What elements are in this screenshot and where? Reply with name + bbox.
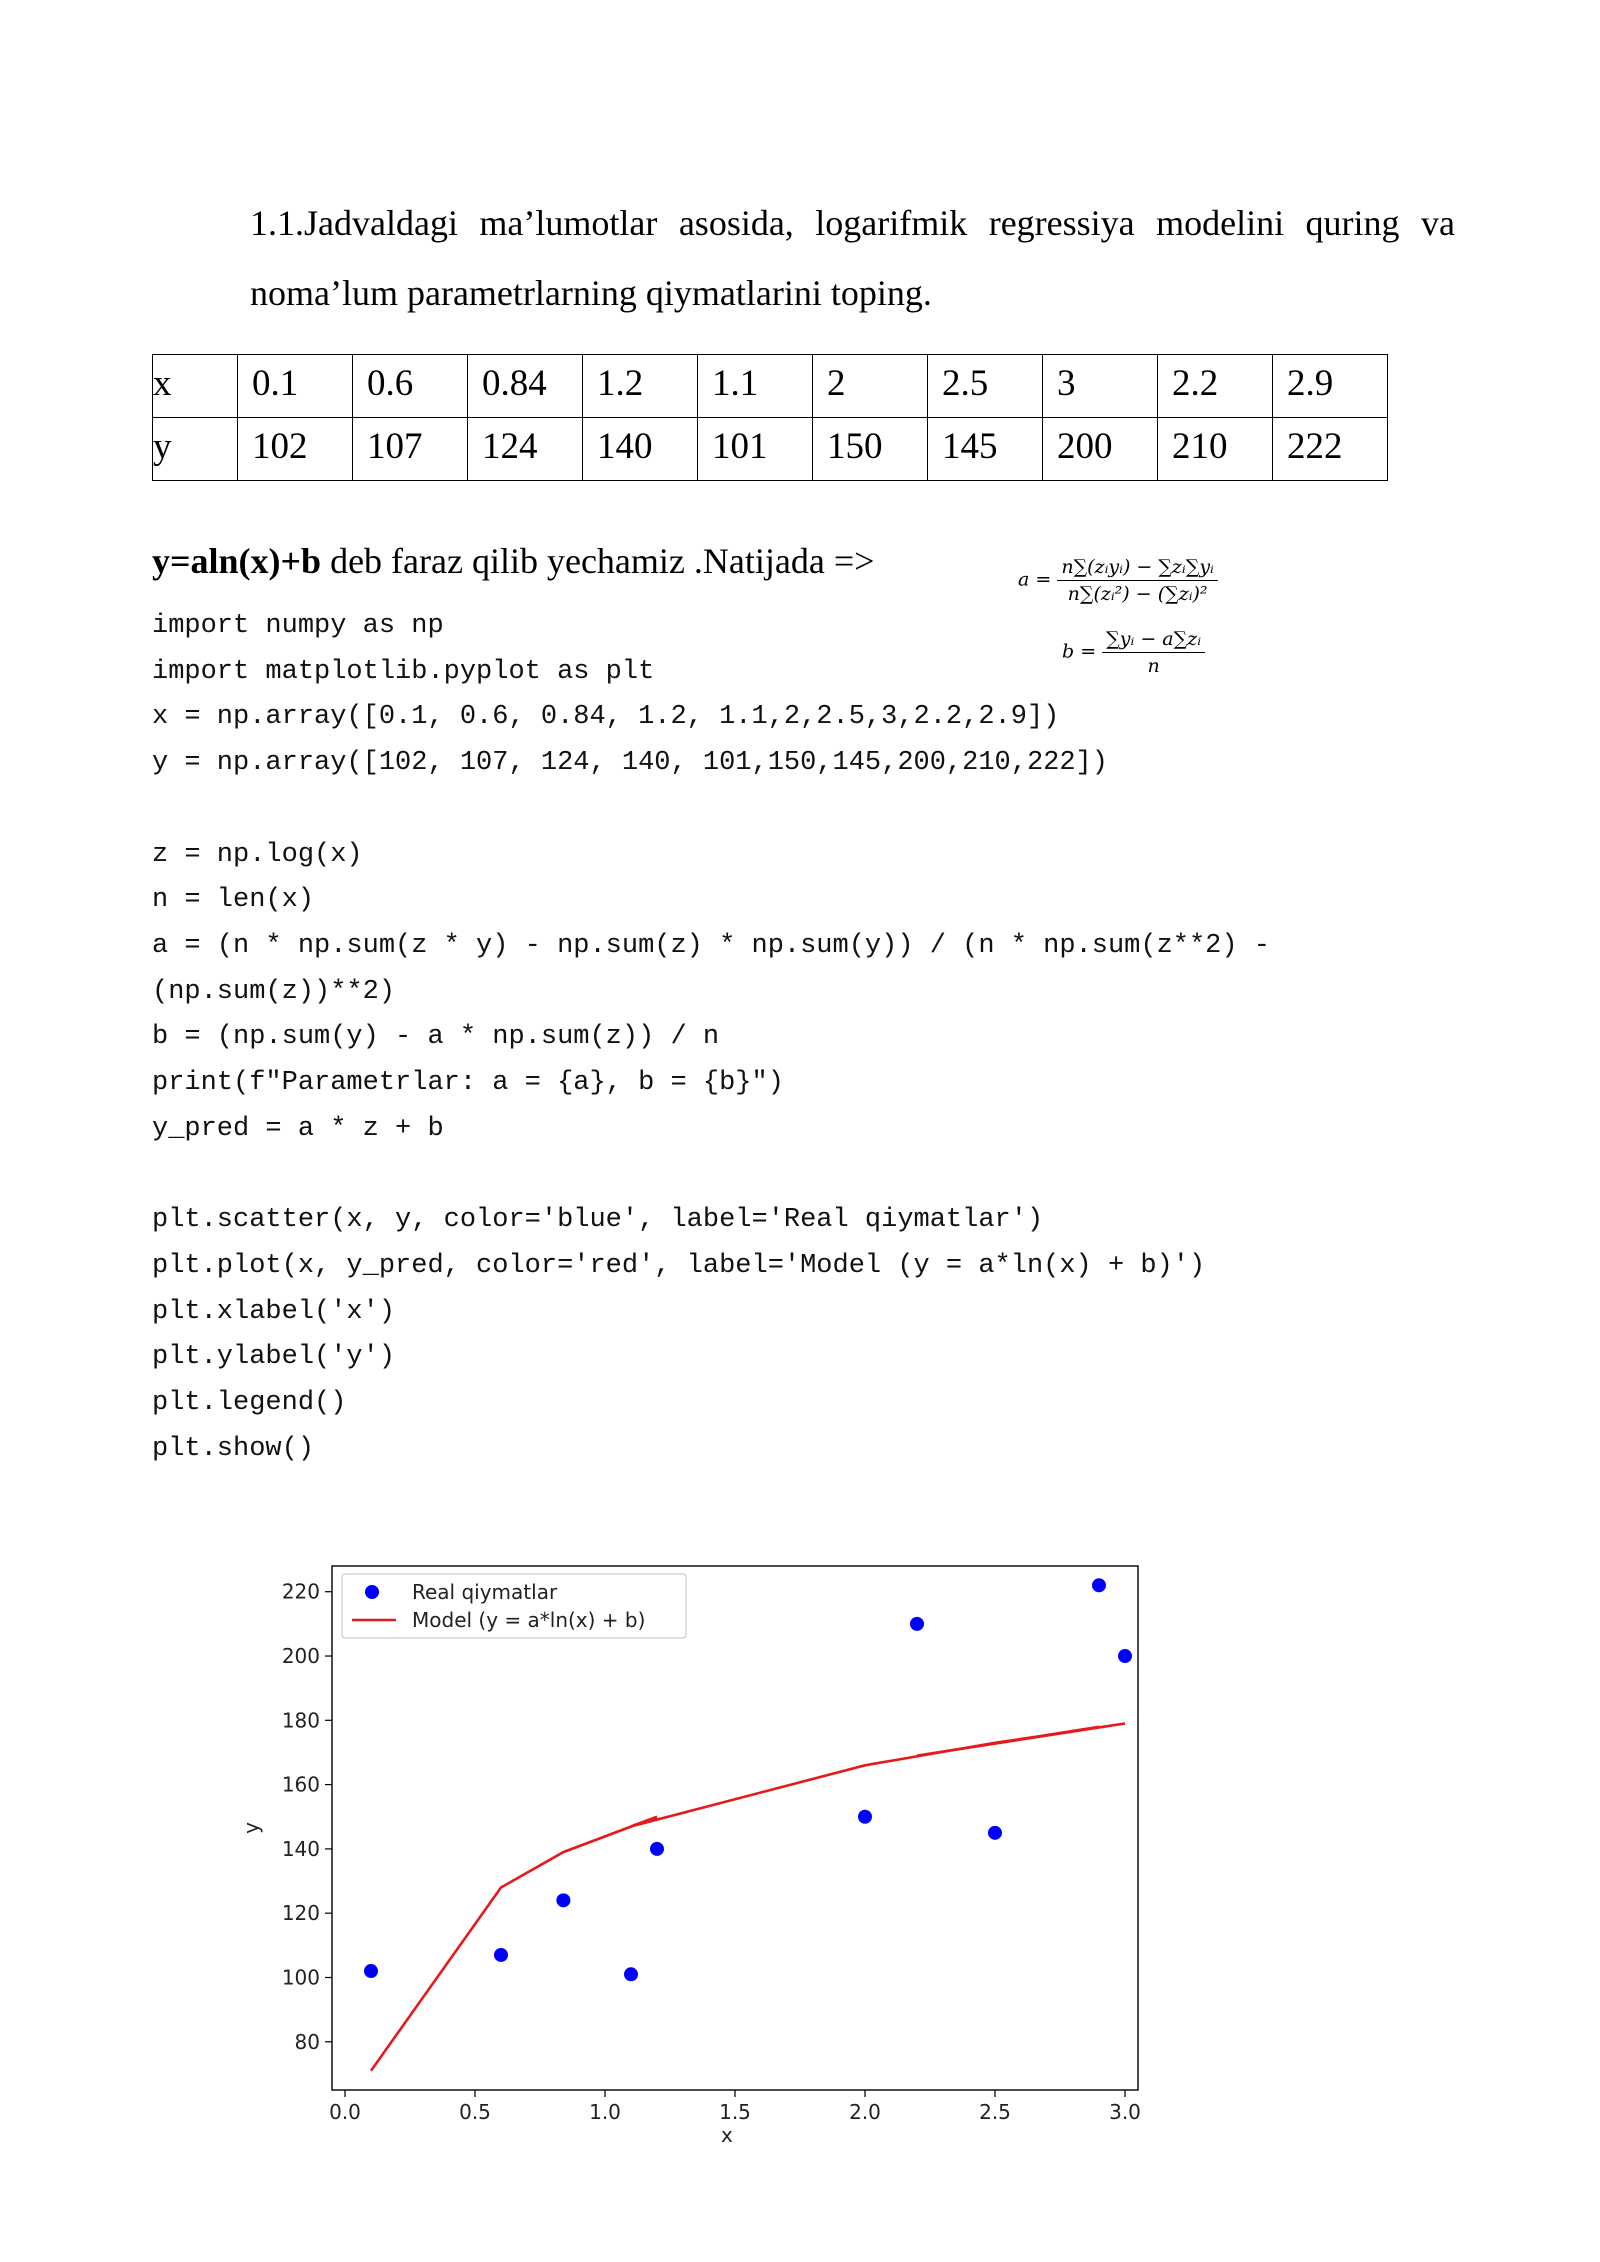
table-cell: 124 <box>468 418 583 481</box>
table-row-x <box>153 355 1388 418</box>
data-point <box>650 1842 664 1856</box>
formula-b-denominator: n <box>1147 655 1160 677</box>
data-point <box>910 1617 924 1631</box>
x-tick-label: 1.5 <box>719 2100 751 2124</box>
code-line <box>152 1152 1270 1198</box>
y-tick-label: 220 <box>281 1579 320 1604</box>
code-line: a = (n * np.sum(z * y) - np.sum(z) * np.sum(y)) / (n * np.sum(z**2) - <box>152 930 1270 961</box>
table-cell: 2 <box>813 355 928 418</box>
data-point <box>364 1964 378 1978</box>
x-axis-label: x <box>721 2123 733 2147</box>
data-point <box>624 1967 638 1981</box>
data-point <box>858 1810 872 1824</box>
table-cell: 222 <box>1273 418 1388 481</box>
data-point <box>1092 1578 1106 1592</box>
y-tick-label: 120 <box>281 1901 320 1926</box>
code-line: import numpy as np <box>152 611 444 641</box>
table-cell: 107 <box>353 418 468 481</box>
y-tick-label: 100 <box>281 1965 320 1990</box>
table-cell: 2.5 <box>928 355 1043 418</box>
code-line: plt.ylabel('y') <box>152 1342 396 1373</box>
table-cell: 140 <box>583 418 698 481</box>
y-axis-label: y <box>239 1822 263 1834</box>
x-tick-label: 0.5 <box>459 2100 491 2124</box>
table-cell: 3 <box>1043 355 1158 418</box>
data-point <box>1118 1649 1132 1663</box>
data-point <box>988 1826 1002 1840</box>
x-tick-label: 2.5 <box>979 2100 1011 2124</box>
table-cell: 210 <box>1158 418 1273 481</box>
formula-b-numerator: ∑yᵢ − a∑zᵢ <box>1102 628 1205 653</box>
row-label-x: x <box>153 355 238 418</box>
task-statement: 1.1.Jadvaldagi ma’lumotlar asosida, logarifmik regressiya modelini quring va noma’lum parametrlarning qiymatlarini toping. <box>250 203 1455 313</box>
code-line: x = np.array([0.1, 0.6, 0.84, 1.2, 1.1,2,2.5,3,2.2,2.9]) <box>152 702 1060 733</box>
code-line: plt.xlabel('x') <box>152 1296 396 1327</box>
x-tick-label: 3.0 <box>1109 2100 1141 2124</box>
table-cell: 0.1 <box>238 355 353 418</box>
code-line: print(f"Parametrlar: a = {a}, b = {b}") <box>152 1068 784 1099</box>
formula-a-denominator: n∑(zᵢ²) − (∑zᵢ)² <box>1067 583 1208 605</box>
code-line: plt.show() <box>152 1433 315 1464</box>
code-line: plt.scatter(x, y, color='blue', label='Real qiymatlar') <box>152 1205 1044 1236</box>
y-tick-label: 180 <box>281 1708 320 1733</box>
table-cell: 1.1 <box>698 355 813 418</box>
code-line: (np.sum(z))**2) <box>152 976 396 1007</box>
code-line: plt.plot(x, y_pred, color='red', label='Model (y = a*ln(x) + b)') <box>152 1250 1206 1281</box>
legend-marker-scatter <box>365 1585 379 1599</box>
legend-label-line: Model (y = a*ln(x) + b) <box>412 1608 646 1632</box>
legend-label-scatter: Real qiymatlar <box>412 1580 558 1604</box>
regression-chart <box>230 1540 1180 2150</box>
hypothesis-equation: y=aln(x)+b <box>152 541 322 581</box>
plot-frame <box>332 1566 1138 2090</box>
table-cell: 150 <box>813 418 928 481</box>
code-line: z = np.log(x) <box>152 839 363 870</box>
table-cell: 0.6 <box>353 355 468 418</box>
table-cell: 102 <box>238 418 353 481</box>
formula-a <box>1018 556 1218 605</box>
hypothesis-line <box>152 540 874 582</box>
x-tick-label: 1.0 <box>589 2100 621 2124</box>
y-tick-label: 140 <box>281 1836 320 1861</box>
data-point <box>494 1948 508 1962</box>
formula-b-lhs: b = <box>1062 640 1097 663</box>
model-line <box>371 1724 1125 2071</box>
table-cell: 2.2 <box>1158 355 1273 418</box>
x-tick-label: 0.0 <box>329 2100 361 2124</box>
code-line <box>152 787 1270 833</box>
x-tick-label: 2.0 <box>849 2100 881 2124</box>
y-tick-label: 200 <box>281 1644 320 1669</box>
code-line: b = (np.sum(y) - a * np.sum(z)) / n <box>152 1022 720 1053</box>
table-cell: 2.9 <box>1273 355 1388 418</box>
y-tick-label: 160 <box>281 1772 320 1797</box>
formula-a-numerator: n∑(zᵢyᵢ) − ∑zᵢ∑yᵢ <box>1057 556 1218 581</box>
formula-a-fraction <box>1057 556 1218 605</box>
code-line: plt.legend() <box>152 1387 347 1418</box>
row-label-y: y <box>153 418 238 481</box>
data-point <box>556 1893 570 1907</box>
table-cell: 101 <box>698 418 813 481</box>
table-row-y <box>153 418 1388 481</box>
hypothesis-text: deb faraz qilib yechamiz .Natijada => <box>321 541 875 581</box>
code-line: y = np.array([102, 107, 124, 140, 101,150,145,200,210,222]) <box>152 748 1108 779</box>
table-cell: 0.84 <box>468 355 583 418</box>
data-table <box>152 354 1388 481</box>
formula-a-lhs: a = <box>1018 568 1052 591</box>
table-cell: 200 <box>1043 418 1158 481</box>
code-line: n = len(x) <box>152 885 315 916</box>
code-block <box>152 604 1270 1472</box>
code-line: import matplotlib.pyplot as plt <box>152 656 655 687</box>
code-line: y_pred = a * z + b <box>152 1113 444 1144</box>
y-tick-label: 80 <box>294 2029 320 2054</box>
table-cell: 1.2 <box>583 355 698 418</box>
table-cell: 145 <box>928 418 1043 481</box>
